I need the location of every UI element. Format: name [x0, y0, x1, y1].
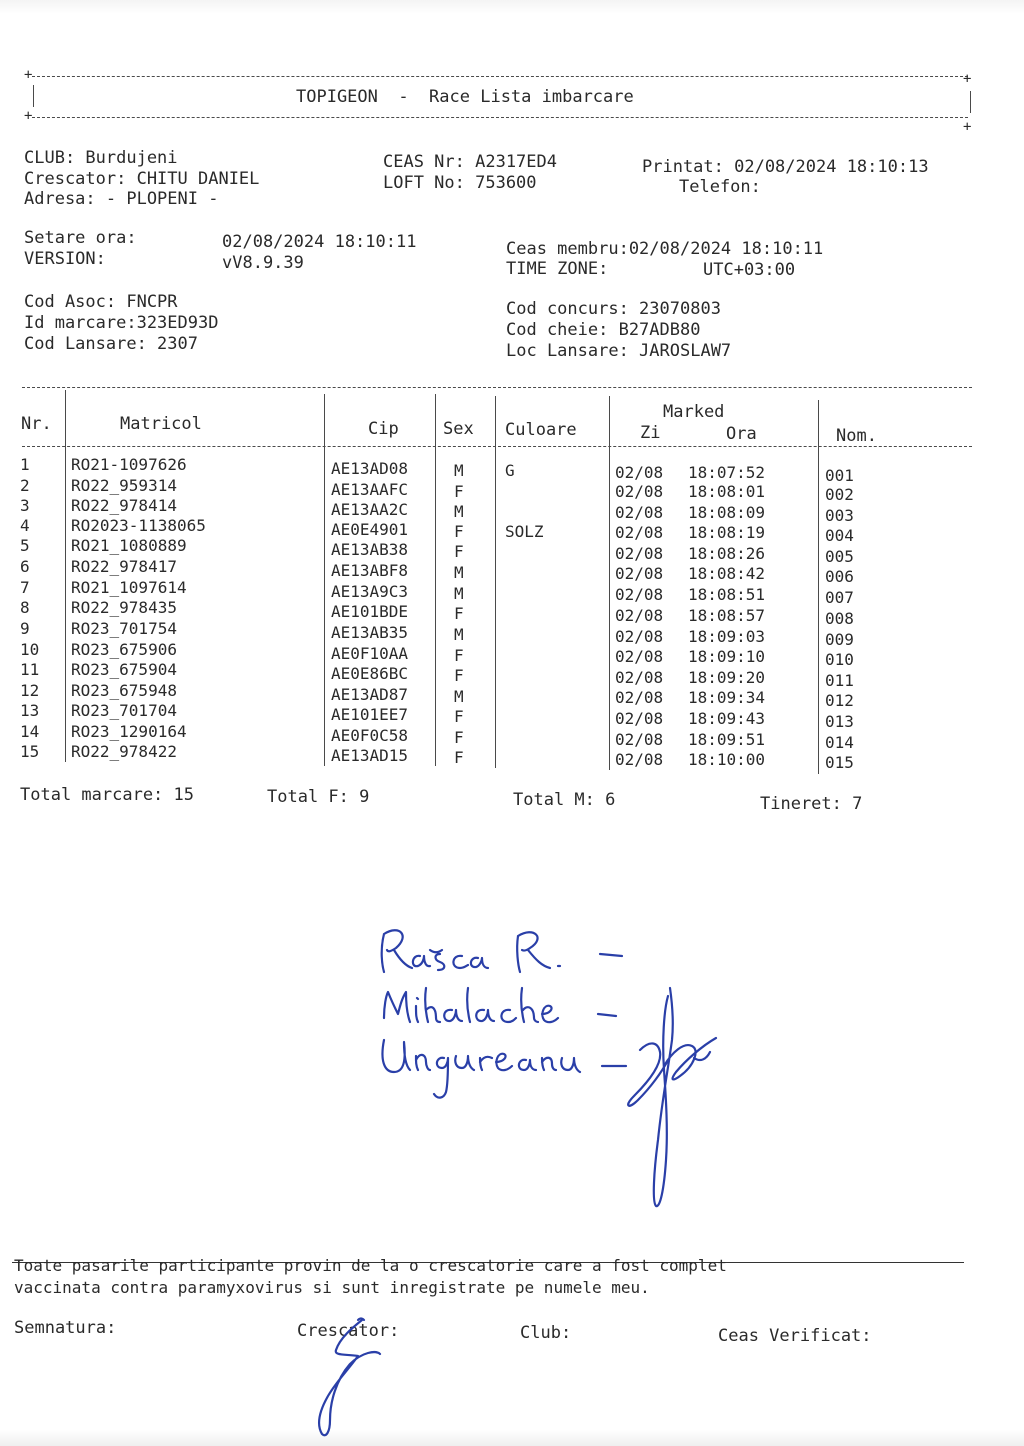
- row-nr: 6: [20, 557, 30, 576]
- row-sex: F: [454, 748, 464, 767]
- row-matricol: RO21_1080889: [71, 536, 187, 555]
- cod-asoc-line: Cod Asoc: FNCPR: [24, 292, 178, 312]
- row-matricol: RO23_701704: [71, 701, 177, 720]
- club-label: Club:: [520, 1323, 572, 1343]
- column-header-cip: Cip: [368, 419, 399, 439]
- row-cip: AE13AB35: [331, 623, 409, 642]
- row-zi: 02/08: [615, 564, 664, 583]
- cod-concurs-line: Cod concurs: 23070803: [506, 299, 721, 319]
- total-f: Total F: 9: [267, 787, 370, 807]
- column-header-matricol: Matricol: [120, 414, 202, 434]
- row-zi: 02/08: [615, 627, 664, 646]
- setare-ora-value: 02/08/2024 18:10:11: [222, 232, 417, 252]
- row-zi: 02/08: [615, 668, 664, 687]
- row-ora: 18:09:20: [688, 668, 766, 687]
- row-nr: 4: [20, 516, 30, 535]
- row-cip: AE101EE7: [331, 705, 409, 724]
- row-nr: 5: [20, 536, 30, 555]
- row-matricol: RO23_675948: [71, 681, 177, 700]
- row-cip: AE13AD15: [331, 746, 409, 765]
- title-box-right-border: [970, 91, 971, 113]
- row-ora: 18:08:26: [688, 544, 766, 563]
- row-matricol: RO21_1097614: [71, 578, 187, 597]
- row-ora: 18:08:57: [688, 606, 766, 625]
- cod-cheie-line: Cod cheie: B27ADB80: [506, 320, 701, 340]
- row-sex: F: [454, 482, 464, 501]
- time-zone-label: TIME ZONE:: [506, 259, 609, 279]
- row-ora: 18:08:09: [688, 503, 766, 522]
- row-sex: M: [454, 584, 464, 603]
- row-matricol: RO22_978414: [71, 496, 177, 515]
- row-nr: 11: [20, 660, 40, 679]
- row-cip: AE101BDE: [331, 602, 409, 621]
- row-cip: AE13A9C3: [331, 582, 409, 601]
- version-value: vV8.9.39: [222, 253, 304, 273]
- row-zi: 02/08: [615, 523, 664, 542]
- row-nom: 004: [825, 526, 854, 545]
- id-marcare-line: Id marcare:323ED93D: [24, 313, 219, 333]
- crescator-signature: [300, 1310, 400, 1430]
- row-culoare: G: [505, 461, 515, 480]
- row-sex: M: [454, 563, 464, 582]
- row-ora: 18:08:42: [688, 564, 766, 583]
- row-cip: AE0E4901: [331, 520, 409, 539]
- row-zi: 02/08: [615, 463, 664, 482]
- title-box-left-border: [33, 85, 34, 107]
- title-box-corner: +: [24, 108, 33, 124]
- ceas-membru-line: Ceas membru:02/08/2024 18:10:11: [506, 239, 824, 259]
- row-matricol: RO22_978435: [71, 598, 177, 617]
- row-zi: 02/08: [615, 606, 664, 625]
- row-cip: AE0F0C58: [331, 726, 409, 745]
- row-zi: 02/08: [615, 544, 664, 563]
- row-nr: 7: [20, 578, 30, 597]
- total-marcare: Total marcare: 15: [20, 785, 194, 805]
- column-divider: [324, 394, 325, 766]
- row-matricol: RO21-1097626: [71, 455, 187, 474]
- title-box-corner: +: [963, 119, 972, 135]
- column-header-nr: Nr.: [21, 414, 52, 434]
- setare-ora-label: Setare ora:: [24, 228, 137, 248]
- handwritten-signature: [610, 980, 750, 1220]
- loft-no-line: LOFT No: 753600: [383, 173, 537, 193]
- row-nr: 13: [20, 701, 40, 720]
- row-ora: 18:10:00: [688, 750, 766, 769]
- row-zi: 02/08: [615, 730, 664, 749]
- row-matricol: RO22_959314: [71, 476, 177, 495]
- crescator-line: Crescator: CHITU DANIEL: [24, 169, 260, 189]
- column-divider: [65, 390, 66, 762]
- column-header-culoare: Culoare: [505, 420, 577, 440]
- row-ora: 18:09:51: [688, 730, 766, 749]
- row-nr: 2: [20, 476, 30, 495]
- row-zi: 02/08: [615, 709, 664, 728]
- version-label: VERSION:: [24, 249, 106, 269]
- row-zi: 02/08: [615, 750, 664, 769]
- row-nom: 003: [825, 506, 854, 525]
- column-header-nom: Nom.: [836, 426, 877, 446]
- row-nr: 14: [20, 722, 40, 741]
- row-matricol: RO2023-1138065: [71, 516, 206, 535]
- total-m: Total M: 6: [513, 790, 616, 810]
- row-cip: AE13AA2C: [331, 500, 409, 519]
- row-ora: 18:09:10: [688, 647, 766, 666]
- column-divider: [818, 400, 819, 774]
- row-nom: 010: [825, 650, 854, 669]
- row-zi: 02/08: [615, 503, 664, 522]
- title-box-corner: +: [963, 71, 972, 87]
- row-nr: 15: [20, 742, 40, 761]
- row-ora: 18:09:34: [688, 688, 766, 707]
- row-sex: M: [454, 461, 464, 480]
- row-cip: AE0F10AA: [331, 644, 409, 663]
- row-nom: 015: [825, 753, 854, 772]
- row-cip: AE0E86BC: [331, 664, 409, 683]
- row-ora: 18:08:19: [688, 523, 766, 542]
- row-sex: F: [454, 707, 464, 726]
- row-nom: 013: [825, 712, 854, 731]
- row-ora: 18:08:51: [688, 585, 766, 604]
- adresa-line: Adresa: - PLOPENI -: [24, 189, 219, 209]
- row-ora: 18:09:03: [688, 627, 766, 646]
- ceas-verificat-label: Ceas Verificat:: [718, 1326, 872, 1346]
- club-line: CLUB: Burdujeni: [24, 148, 178, 168]
- row-cip: AE13AD08: [331, 459, 409, 478]
- statement-line-1: Toate pasarile participante provin de la o crescatorie care a fost complet: [14, 1256, 727, 1275]
- cod-lansare-line: Cod Lansare: 2307: [24, 334, 198, 354]
- row-nom: 001: [825, 466, 854, 485]
- row-sex: M: [454, 687, 464, 706]
- row-matricol: RO22_978417: [71, 557, 177, 576]
- row-culoare: SOLZ: [505, 522, 544, 541]
- column-header-marked: Marked: [663, 402, 725, 422]
- row-sex: M: [454, 502, 464, 521]
- column-divider: [495, 396, 496, 768]
- row-nom: 002: [825, 485, 854, 504]
- row-nr: 9: [20, 619, 30, 638]
- row-nr: 1: [20, 455, 30, 474]
- row-sex: F: [454, 646, 464, 665]
- row-matricol: RO23_675904: [71, 660, 177, 679]
- statement-line-2: vaccinata contra paramyxovirus si sunt inregistrate pe numele meu.: [14, 1278, 650, 1297]
- column-divider: [435, 394, 436, 766]
- crescator-label: Crescator:: [297, 1321, 400, 1341]
- report-title: TOPIGEON - Race Lista imbarcare: [296, 87, 634, 107]
- row-cip: AE13AD87: [331, 685, 409, 704]
- row-nom: 005: [825, 547, 854, 566]
- row-nom: 014: [825, 733, 854, 752]
- row-matricol: RO23_1290164: [71, 722, 187, 741]
- row-nr: 3: [20, 496, 30, 515]
- table-header-separator: [22, 446, 972, 447]
- row-ora: 18:09:43: [688, 709, 766, 728]
- row-nr: 8: [20, 598, 30, 617]
- row-ora: 18:08:01: [688, 482, 766, 501]
- row-nom: 008: [825, 609, 854, 628]
- row-nom: 006: [825, 567, 854, 586]
- row-sex: M: [454, 625, 464, 644]
- row-cip: AE13AB38: [331, 540, 409, 559]
- row-matricol: RO22_978422: [71, 742, 177, 761]
- row-sex: F: [454, 728, 464, 747]
- title-box-top-border: [32, 76, 968, 77]
- row-matricol: RO23_675906: [71, 640, 177, 659]
- row-nom: 009: [825, 630, 854, 649]
- telefon-line: Telefon:: [679, 177, 761, 197]
- row-zi: 02/08: [615, 647, 664, 666]
- column-header-zi: Zi: [640, 423, 661, 443]
- row-zi: 02/08: [615, 585, 664, 604]
- column-divider: [609, 396, 610, 770]
- semnatura-label: Semnatura:: [14, 1318, 117, 1338]
- row-matricol: RO23_701754: [71, 619, 177, 638]
- column-header-ora: Ora: [726, 424, 757, 444]
- title-box-corner: +: [24, 67, 33, 83]
- row-cip: AE13AAFC: [331, 480, 409, 499]
- tineret: Tineret: 7: [760, 794, 863, 814]
- row-sex: F: [454, 522, 464, 541]
- row-cip: AE13ABF8: [331, 561, 409, 580]
- row-nom: 011: [825, 671, 854, 690]
- row-sex: F: [454, 542, 464, 561]
- row-nom: 012: [825, 691, 854, 710]
- row-nr: 10: [20, 640, 40, 659]
- row-ora: 18:07:52: [688, 463, 766, 482]
- row-sex: F: [454, 666, 464, 685]
- row-zi: 02/08: [615, 482, 664, 501]
- printat-line: Printat: 02/08/2024 18:10:13: [642, 157, 929, 177]
- row-sex: F: [454, 604, 464, 623]
- ceas-nr-line: CEAS Nr: A2317ED4: [383, 152, 557, 172]
- time-zone-value: UTC+03:00: [703, 260, 796, 280]
- column-header-sex: Sex: [443, 419, 474, 439]
- row-nr: 12: [20, 681, 40, 700]
- loc-lansare-line: Loc Lansare: JAROSLAW7: [506, 341, 732, 361]
- title-box-bottom-border: [32, 117, 968, 118]
- table-top-border: [22, 387, 972, 388]
- row-zi: 02/08: [615, 688, 664, 707]
- row-nom: 007: [825, 588, 854, 607]
